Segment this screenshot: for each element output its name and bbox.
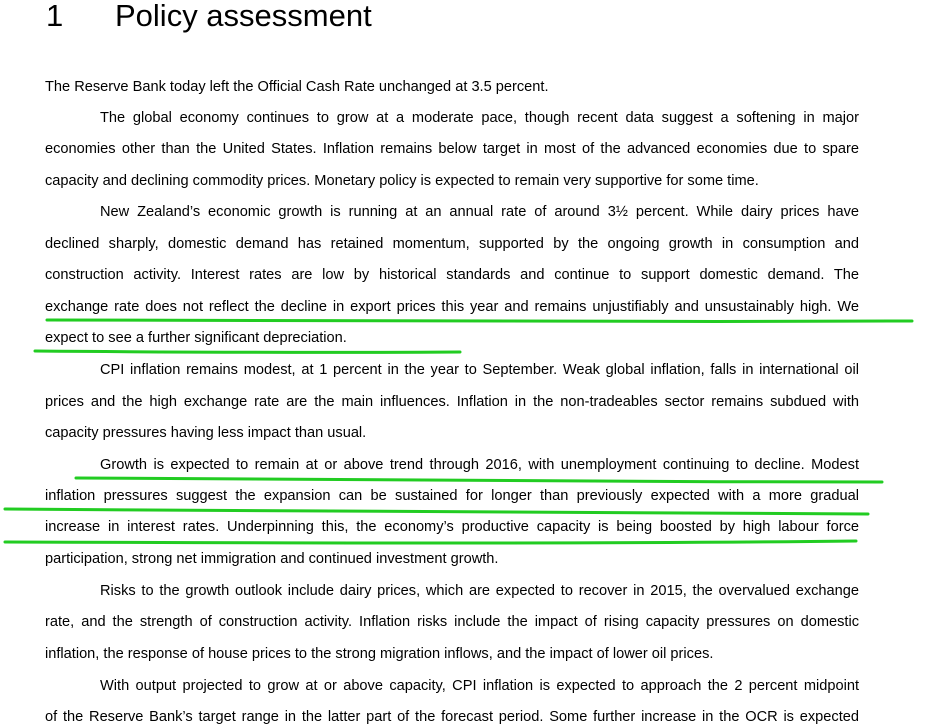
paragraph-line: exchange rate does not reflect the decline in export prices this year and remains unjustifiably and unsustainably high. We — [45, 299, 859, 315]
underline-mark — [47, 320, 912, 322]
paragraph-line: increase in interest rates. Underpinning this, the economy’s productive capacity is being boosted by high labour force — [45, 519, 859, 535]
paragraph-line: of the Reserve Bank’s target range in the latter part of the forecast period. Some further increase in the OCR is expected — [45, 709, 859, 725]
paragraph-line: construction activity. Interest rates are low by historical standards and continue to support domestic demand. The — [45, 267, 859, 283]
section-title: Policy assessment — [115, 0, 372, 33]
paragraph-line: declined sharply, domestic demand has retained momentum, supported by the ongoing growth in consumption and — [45, 236, 859, 252]
paragraph-line: prices and the high exchange rate are the main influences. Inflation in the non-tradeables sector remains subdued with — [45, 394, 859, 410]
paragraph-line: capacity pressures having less impact than usual. — [45, 425, 367, 441]
underline-mark — [35, 351, 460, 352]
underline-mark — [76, 478, 882, 482]
paragraph-line: economies other than the United States. Inflation remains below target in most of the advanced economies due to spare — [45, 141, 859, 157]
paragraph-line: The global economy continues to grow at a moderate pace, though recent data suggest a softening in major — [100, 110, 859, 126]
section-number: 1 — [46, 0, 64, 33]
paragraph-line: inflation, the response of house prices to the strong migration inflows, and the impact of lower oil prices. — [45, 646, 714, 662]
paragraph-line: Risks to the growth outlook include dairy prices, which are expected to recover in 2015, the overvalued exchange — [100, 583, 859, 599]
paragraph-line: inflation pressures suggest the expansion can be sustained for longer than previously expected with a more gradual — [45, 488, 859, 504]
paragraph-line: rate, and the strength of construction activity. Inflation risks include the impact of rising capacity pressures on domestic — [45, 614, 859, 630]
paragraph-line: participation, strong net immigration and continued investment growth. — [45, 551, 499, 567]
paragraph-line: The Reserve Bank today left the Official Cash Rate unchanged at 3.5 percent. — [45, 79, 549, 95]
paragraph-line: capacity and declining commodity prices. Monetary policy is expected to remain very supportive for some time. — [45, 173, 759, 189]
underline-mark — [5, 509, 868, 514]
paragraph-line: With output projected to grow at or above capacity, CPI inflation is expected to approach the 2 percent midpoint — [100, 678, 859, 694]
paragraph-line: expect to see a further significant depreciation. — [45, 330, 347, 346]
paragraph-line: CPI inflation remains modest, at 1 percent in the year to September. Weak global inflation, falls in international oil — [100, 362, 859, 378]
section-heading — [46, 0, 372, 38]
underline-mark — [5, 541, 856, 543]
paragraph-line: Growth is expected to remain at or above trend through 2016, with unemployment continuing to decline. Modest — [100, 457, 859, 473]
paragraph-line: New Zealand’s economic growth is running at an annual rate of around 3½ percent. While dairy prices have — [100, 204, 859, 220]
